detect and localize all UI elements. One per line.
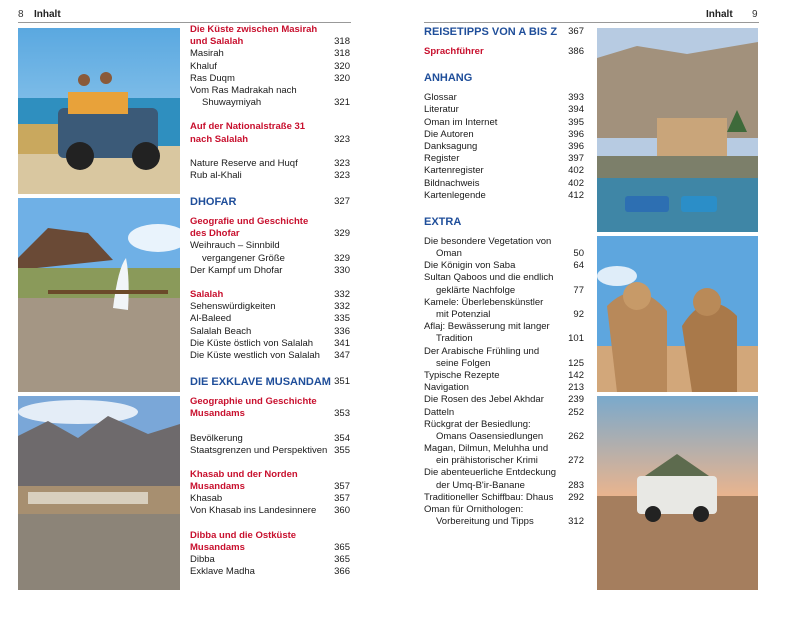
toc-page-number: 318 xyxy=(334,36,350,48)
toc-page-number: 394 xyxy=(568,104,584,116)
toc-entry-continuation xyxy=(424,431,584,443)
toc-subsection-heading xyxy=(190,121,350,133)
right-header-rule xyxy=(424,22,759,23)
toc-page-number: 323 xyxy=(334,133,350,145)
toc-page-number: 335 xyxy=(334,313,350,325)
toc-entry-title: Kartenregister xyxy=(424,165,484,177)
toc-entry xyxy=(424,178,584,190)
toc-section-heading xyxy=(190,374,350,390)
toc-entry-title: Geografie und Geschichte xyxy=(190,216,309,228)
toc-page-number: 336 xyxy=(334,325,350,337)
toc-entry-continuation xyxy=(424,516,584,528)
toc-entry-title: Von Khasab ins Landesinnere xyxy=(190,505,317,517)
toc-page-number: 351 xyxy=(334,376,350,388)
toc-entry-title: Oman im Internet xyxy=(424,116,498,128)
toc-entry xyxy=(190,73,350,85)
toc-page-number: 332 xyxy=(334,289,350,300)
toc-page-number: 353 xyxy=(334,408,350,420)
toc-entry xyxy=(190,158,350,170)
toc-entry-title: Sprachführer xyxy=(424,46,484,57)
toc-entry-title: Der Arabische Frühling und xyxy=(424,345,540,357)
toc-page-number: 283 xyxy=(568,479,584,491)
toc-subsection-heading xyxy=(190,530,350,542)
toc-entry-title: Ras Duqm xyxy=(190,72,235,84)
toc-subsection-heading xyxy=(190,542,350,554)
toc-page-number: 397 xyxy=(568,153,584,165)
toc-page-number: 252 xyxy=(568,406,584,418)
toc-page-number: 395 xyxy=(568,116,584,128)
toc-spacer xyxy=(190,109,350,121)
toc-entry-title: Oman xyxy=(436,248,462,260)
toc-entry-title: nach Salalah xyxy=(190,133,249,145)
right-running-head: Inhalt xyxy=(706,9,733,20)
toc-entry xyxy=(424,443,584,455)
toc-page-number: 292 xyxy=(568,491,584,503)
toc-page-number: 393 xyxy=(568,92,584,104)
toc-page-number: 50 xyxy=(573,248,584,260)
toc-entry-title: Rub al-Khali xyxy=(190,169,242,181)
photo-fort-harbour xyxy=(597,28,758,232)
toc-entry-title: Weihrauch – Sinnbild xyxy=(190,240,280,252)
toc-subsection-heading xyxy=(424,46,584,58)
left-page-number: 8 xyxy=(18,9,24,20)
toc-entry-title: Die Königin von Saba xyxy=(424,260,516,272)
photo-car-camp-sunset xyxy=(597,396,758,590)
toc-entry-title: der Umq-B'ir-Banane xyxy=(436,479,525,491)
toc-entry xyxy=(190,445,350,457)
toc-page-number: 101 xyxy=(568,333,584,345)
toc-entry xyxy=(190,301,350,313)
toc-entry-title: Bildnachweis xyxy=(424,177,480,189)
photo-camels xyxy=(597,236,758,392)
toc-entry-title: mit Potenzial xyxy=(436,309,491,320)
toc-page-number: 321 xyxy=(334,97,350,109)
toc-entry xyxy=(190,338,350,350)
toc-entry-title: Typische Rezepte xyxy=(424,369,500,381)
toc-page-number: 354 xyxy=(334,432,350,444)
toc-entry-title: Khaluf xyxy=(190,60,217,72)
toc-page-number: 347 xyxy=(334,349,350,361)
toc-subsection-heading xyxy=(190,396,350,408)
toc-entry xyxy=(424,394,584,406)
toc-entry-continuation xyxy=(424,480,584,492)
toc-page-number: 402 xyxy=(568,165,584,177)
toc-subsection-heading xyxy=(190,228,350,240)
toc-entry-title: ein prähistorischer Krimi xyxy=(436,455,538,467)
toc-left-column xyxy=(190,24,350,578)
left-running-head: Inhalt xyxy=(34,9,61,20)
toc-section-heading xyxy=(424,24,584,40)
toc-entry-continuation xyxy=(424,333,584,345)
toc-spacer xyxy=(190,146,350,158)
toc-page-number: 367 xyxy=(568,26,584,37)
toc-page-number: 320 xyxy=(334,60,350,72)
toc-entry-title: Musandams xyxy=(190,408,245,420)
toc-entry xyxy=(190,350,350,362)
toc-entry-title: Die abenteuerliche Entdeckung xyxy=(424,467,557,479)
toc-entry xyxy=(424,297,584,309)
toc-entry xyxy=(424,190,584,202)
toc-page-number: 318 xyxy=(334,48,350,60)
toc-entry-title: Auf der Nationalstraße 31 xyxy=(190,121,306,133)
toc-page-number: 77 xyxy=(573,284,584,296)
toc-page-number: 396 xyxy=(568,128,584,140)
photo-musandam-mountains xyxy=(18,396,180,590)
toc-entry-title: Khasab xyxy=(190,493,223,505)
toc-entry-title: Navigation xyxy=(424,382,469,394)
toc-subsection-heading xyxy=(190,481,350,493)
toc-entry-title: Masirah xyxy=(190,48,224,60)
toc-subsection-heading xyxy=(190,36,350,48)
toc-entry xyxy=(190,265,350,277)
toc-subsection-heading xyxy=(190,289,350,301)
toc-entry xyxy=(190,240,350,252)
toc-entry-title: DIE EXKLAVE MUSANDAM xyxy=(190,376,331,389)
toc-entry xyxy=(424,467,584,479)
toc-entry-title: Dibba xyxy=(190,554,215,565)
toc-entry-title: Salalah Beach xyxy=(190,325,252,337)
toc-entry-title: Vom Ras Madrakah nach xyxy=(190,84,297,96)
toc-entry xyxy=(424,504,584,516)
toc-entry-continuation xyxy=(424,248,584,260)
toc-entry-title: Sehenswürdigkeiten xyxy=(190,301,276,313)
toc-section-heading xyxy=(190,194,350,210)
toc-entry-title: Aflaj: Bewässerung mit langer xyxy=(424,321,550,333)
toc-page-number: 272 xyxy=(568,455,584,467)
toc-entry-continuation xyxy=(424,455,584,467)
toc-entry-title: Register xyxy=(424,153,460,165)
toc-spacer xyxy=(424,202,584,214)
toc-entry-title: ANHANG xyxy=(424,72,473,85)
toc-entry xyxy=(190,85,350,97)
toc-entry-title: Khasab und der Norden xyxy=(190,468,298,480)
toc-entry xyxy=(424,260,584,272)
toc-page-number: 366 xyxy=(334,566,350,578)
toc-entry xyxy=(424,407,584,419)
toc-page-number: 365 xyxy=(334,541,350,553)
toc-entry-continuation xyxy=(424,358,584,370)
toc-entry xyxy=(424,370,584,382)
toc-entry xyxy=(424,272,584,284)
toc-entry xyxy=(424,346,584,358)
toc-entry-title: vergangener Größe xyxy=(202,252,285,264)
toc-entry-title: Kamele: Überlebenskünstler xyxy=(424,296,544,308)
toc-page-number: 262 xyxy=(568,430,584,442)
toc-spacer xyxy=(190,457,350,469)
toc-entry-title: Bevölkerung xyxy=(190,432,243,444)
toc-entry-continuation xyxy=(190,253,350,265)
toc-entry xyxy=(424,153,584,165)
toc-entry xyxy=(190,566,350,578)
photo-beach-truck xyxy=(18,28,180,194)
toc-spacer xyxy=(424,58,584,70)
toc-entry xyxy=(424,236,584,248)
toc-page-number: 64 xyxy=(573,260,584,272)
toc-entry-title: Die Küste westlich von Salalah xyxy=(190,349,320,361)
toc-subsection-heading xyxy=(190,216,350,228)
toc-entry-title: EXTRA xyxy=(424,215,462,228)
toc-entry xyxy=(424,492,584,504)
toc-entry xyxy=(424,129,584,141)
left-header-rule xyxy=(18,22,351,23)
toc-entry-title: Magan, Dilmun, Meluhha und xyxy=(424,443,549,455)
toc-page-number: 92 xyxy=(573,309,584,320)
toc-entry xyxy=(190,554,350,566)
toc-entry-title: Die Küste östlich von Salalah xyxy=(190,337,314,349)
toc-entry-title: und Salalah xyxy=(190,36,244,48)
toc-entry-title: Shuwaymiyah xyxy=(202,97,262,109)
toc-entry-title: Salalah xyxy=(190,289,224,300)
toc-entry xyxy=(190,48,350,60)
toc-page-number: 386 xyxy=(568,46,584,57)
toc-entry-continuation xyxy=(424,309,584,321)
toc-page-number: 125 xyxy=(568,357,584,369)
toc-entry-title: des Dhofar xyxy=(190,228,240,240)
toc-page-number: 402 xyxy=(568,177,584,189)
toc-subsection-heading xyxy=(190,469,350,481)
toc-entry xyxy=(424,141,584,153)
toc-entry xyxy=(190,505,350,517)
toc-entry-title: Literatur xyxy=(424,104,459,116)
toc-entry-title: Die besondere Vegetation von xyxy=(424,235,552,247)
toc-page-number: 357 xyxy=(334,493,350,505)
toc-entry-title: REISETIPPS VON A BIS Z xyxy=(424,26,558,38)
toc-entry xyxy=(190,170,350,182)
toc-entry-title: Musandams xyxy=(190,481,245,493)
toc-entry-title: Al-Baleed xyxy=(190,313,232,325)
toc-entry-title: Staatsgrenzen und Perspektiven xyxy=(190,444,328,456)
toc-entry-title: geklärte Nachfolge xyxy=(436,284,516,296)
toc-entry-title: Oman für Ornithologen: xyxy=(424,504,524,515)
toc-entry-title: Exklave Madha xyxy=(190,566,255,578)
toc-entry xyxy=(424,165,584,177)
toc-entry-title: Dibba und die Ostküste xyxy=(190,529,297,541)
toc-entry-title: seine Folgen xyxy=(436,357,491,369)
toc-page-number: 360 xyxy=(334,505,350,517)
toc-section-heading xyxy=(424,214,584,230)
toc-page-number: 357 xyxy=(334,481,350,493)
toc-entry-title: Musandams xyxy=(190,541,245,553)
toc-entry-title: Nature Reserve and Huqf xyxy=(190,157,298,169)
toc-entry-title: Traditioneller Schiffbau: Dhaus xyxy=(424,491,554,503)
toc-section-heading xyxy=(424,70,584,86)
toc-entry xyxy=(424,321,584,333)
toc-page-number: 323 xyxy=(334,169,350,181)
toc-page-number: 323 xyxy=(334,157,350,169)
toc-right-column xyxy=(424,24,584,528)
toc-entry-title: Omans Oasensiedlungen xyxy=(436,430,544,442)
toc-page-number: 332 xyxy=(334,301,350,313)
toc-page-number: 355 xyxy=(334,444,350,456)
toc-entry xyxy=(424,92,584,104)
toc-entry xyxy=(190,493,350,505)
toc-entry-title: Danksagung xyxy=(424,140,478,152)
toc-entry xyxy=(190,433,350,445)
toc-entry-title: Der Kampf um Dhofar xyxy=(190,264,283,276)
toc-entry-title: Die Autoren xyxy=(424,128,474,140)
toc-entry-title: Datteln xyxy=(424,406,455,418)
toc-spacer xyxy=(190,421,350,433)
toc-spacer xyxy=(190,277,350,289)
toc-page-number: 320 xyxy=(334,72,350,84)
toc-page-number: 341 xyxy=(334,337,350,349)
toc-spacer xyxy=(190,182,350,194)
toc-subsection-heading xyxy=(190,134,350,146)
right-page-number: 9 xyxy=(752,9,758,20)
toc-page-number: 239 xyxy=(568,394,584,406)
toc-spacer xyxy=(190,362,350,374)
toc-entry xyxy=(190,326,350,338)
toc-entry-continuation xyxy=(190,97,350,109)
toc-subsection-heading xyxy=(190,408,350,420)
toc-entry xyxy=(424,419,584,431)
toc-page-number: 312 xyxy=(568,516,584,528)
toc-entry xyxy=(424,382,584,394)
toc-entry xyxy=(190,61,350,73)
toc-page-number: 329 xyxy=(334,228,350,240)
toc-page-number: 142 xyxy=(568,369,584,381)
toc-entry-title: DHOFAR xyxy=(190,196,237,209)
toc-entry xyxy=(424,117,584,129)
toc-entry-title: Vorbereitung und Tipps xyxy=(436,516,534,528)
toc-spacer xyxy=(190,518,350,530)
toc-page-number: 330 xyxy=(334,264,350,276)
toc-page-number: 327 xyxy=(334,196,350,208)
toc-entry-title: Geographie und Geschichte xyxy=(190,396,317,408)
toc-page-number: 213 xyxy=(568,382,584,394)
toc-page-number: 412 xyxy=(568,189,584,201)
toc-entry-title: Kartenlegende xyxy=(424,189,486,201)
toc-entry-title: Die Rosen des Jebel Akhdar xyxy=(424,394,544,406)
photo-blowhole xyxy=(18,198,180,392)
toc-entry-title: Tradition xyxy=(436,333,473,345)
toc-page-number: 329 xyxy=(334,252,350,264)
toc-entry xyxy=(190,313,350,325)
toc-page-number: 365 xyxy=(334,554,350,565)
toc-entry-title: Sultan Qaboos und die endlich xyxy=(424,272,554,284)
toc-entry xyxy=(424,104,584,116)
toc-entry-title: Die Küste zwischen Masirah xyxy=(190,24,318,35)
toc-entry-continuation xyxy=(424,285,584,297)
toc-page-number: 396 xyxy=(568,140,584,152)
toc-entry-title: Glossar xyxy=(424,92,457,104)
toc-subsection-heading xyxy=(190,24,350,36)
toc-entry-title: Rückgrat der Besiedlung: xyxy=(424,418,531,430)
